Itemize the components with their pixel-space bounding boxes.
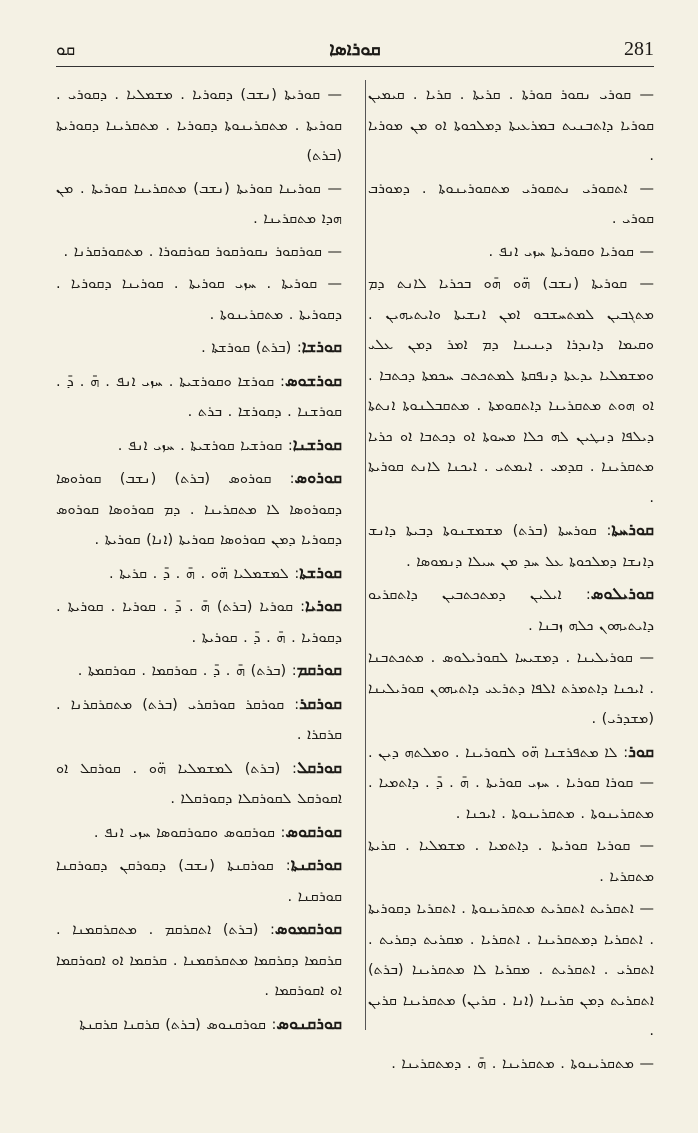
dictionary-entry	[368, 643, 654, 735]
entry-text: — ܩܘܪܝܢܐ ܩܘܪܝܬܐ (ܢܫܒ) ܡܬܩܪܝܢܐ ܩܘܪܝܬܐ . ܡܢ ܗܕܐ ܡܬܩܪܝܢܐ .	[56, 180, 342, 227]
entry-headword: ܩܘܪܩܢܘܣ	[276, 1013, 342, 1033]
dictionary-entry	[56, 1009, 342, 1041]
entry-text: : ܠܡܫܡܠܝܐ ܗ̈ܘ . ܗ̄ . ܕ̄ . ܩܪܝܬܐ .	[109, 565, 300, 582]
dictionary-entry	[56, 463, 342, 556]
entry-headword: ܩܘܪܘܣ	[294, 468, 342, 487]
entry-text: : ܩܘܪܩܪ ܩܘܪܩܪܝ (ܒܪܬ) ܡܬܩܪܩܪܢܐ . ܩܪܩܪܐ .	[56, 696, 342, 743]
entry-text: : (ܒܪܬ) ܐܬܩܪܩܡ . ܡܬܩܪܩܡܢܐ . ܩܪܩܡܐ ܕܩܪܩܡܐ ܡܬܩܪܩܡܢܐ . ܩܪܩܡܐ ܐܘ ܐܩܘܪܩܡܐ ܐܘ ܐܩܘܪܩܡܐ .	[56, 922, 342, 999]
entry-headword: ܩܘܪܩܡܘܣ	[274, 919, 342, 938]
entry-text: : (ܒܪܬ) ܗ̄ . ܕ̄ . ܩܘܪܩܡܐ . ܩܘܪܩܡܬܐ .	[77, 663, 297, 679]
dictionary-entry	[368, 737, 654, 830]
dictionary-entry	[56, 753, 342, 815]
dictionary-entry	[368, 894, 654, 1047]
running-title: ܩܘܪܐܣܐ	[329, 39, 381, 60]
dictionary-entry	[56, 237, 342, 268]
dictionary-entry	[368, 831, 654, 892]
entry-text: : ܩܘܪܝܐ (ܒܪܬ) ܗ̄ . ܕ̄ . ܩܘܪܝܐ . ܩܘܪܝܬܐ . ܕܩܘܪܝܐ . ܗ̄ . ܕ̄ . ܩܘܪܝܬܐ .	[56, 599, 342, 646]
right-column	[368, 80, 654, 1081]
dictionary-entry	[56, 850, 342, 912]
entry-headword: ܩܘܪܝܐ	[304, 596, 342, 615]
entry-text: — ܩܘܪܝ ܢܩܘܪ ܩܘܪܬܐ . ܩܪܝܬܐ . ܩܪܝܐ . ܩܝܡܝܢ ܩܘܪܝܐ ܕܐܬܒܢܝܬ ܒܡܪܥܝܬܐ ܕܡܠܟܘܬܐ ܐܘ ܡܢ ܡܘܪܝܐ .	[368, 87, 654, 164]
dictionary-entry	[368, 174, 654, 235]
entry-headword: ܩܘܪܫܢܐ	[292, 434, 342, 454]
header-rule	[56, 66, 654, 67]
entry-headword: ܩܘܪ	[628, 741, 654, 761]
entry-headword: ܩܘܪܩܢܬܐ	[290, 855, 342, 874]
dictionary-entry	[368, 1049, 654, 1080]
dictionary-entry	[56, 558, 342, 590]
dictionary-entry	[368, 515, 654, 577]
dictionary-entry	[56, 430, 342, 462]
entry-headword: ܩܘܪܩܪ	[299, 693, 342, 713]
dictionary-entry	[368, 237, 654, 268]
entry-text: : ܠܐ ܡܬܦܪܫܢܐ ܗ̈ܘ ܠܩܘܪܝܢܐ . ܘܡܠܬܗ ܕܝܢ . — ܩܘܪܐ ܩܘܪܝܐ . ܚܙܝ ܩܘܪܝܬܐ . ܗ̄ . ܕ̄ . ܕܐܬܡܝܐ . ܡܬܩܪܝܢܘܬܐ . ܡܬܩܪܝܢܘܬܐ . ܐܝܟܢܐ .	[368, 744, 654, 822]
entry-text: — ܩܘܪܝܬܐ . ܚܙܝ ܩܘܪܝܬܐ . ܩܘܪܝܢܐ ܕܩܘܪܝܐ . ܕܩܘܪܝܬܐ . ܡܬܩܪܝܢܘܬܐ .	[56, 276, 342, 323]
dictionary-entry	[56, 689, 342, 751]
dictionary-entry	[56, 817, 342, 849]
dictionary-entry	[368, 579, 654, 641]
entry-headword: ܩܘܪܩܠ	[296, 757, 342, 777]
entry-text: : ܩܘܪܫܐ ܘܩܘܪܫܝܬܐ . ܚܙܝ ܐܢܦ . ܗ̄ . ܕ̄ . ܩܘܪܫܢܐ . ܕܩܘܪܫܐ . ܒܪܬ .	[56, 373, 342, 420]
entry-text: : ܐܝܠܝܢ ܕܡܬܟܬܒܝܢ ܕܐܬܩܪܝܘ ܕܐܝܬܝܗܘܢ ܟܠܗ ܙܒܢܐ .	[368, 587, 654, 634]
dictionary-entry	[56, 174, 342, 235]
entry-text: : ܩܘܪܩܢܬܐ (ܢܫܒ) ܕܩܘܪܩܢ ܕܩܘܪܩܢܐ ܩܘܪܩܢܐ .	[56, 858, 342, 905]
entry-text: — ܐܬܩܪܝܬ ܐܬܩܪܝܬ ܡܬܩܪܝܢܘܬܐ . ܐܬܩܪܝܐ ܕܩܘܪܝܬܐ . ܐܬܩܪܝܐ ܕܡܬܩܪܝܢܐ . ܐܬܩܪܝܐ . ܡܩܪܝܬ ܕܩܪܝܬ . ܐܬܩܪܝ . ܐܬܩܪܝܬ . ܡܩܪܝܐ ܠܐ ܡܬܩܪܝܢܐ (ܒܪܬ) ܐܬܩܪܝܬ ܕܡܢ ܩܪܝܢܐ (ܐܢܐ . ܩܪܝܢ) ܡܬܩܪܝܢܐ ܩܪܝܢ .	[368, 901, 654, 1039]
page-header	[56, 36, 654, 66]
entry-text: — ܩܘܪܩܘܪ ܢܩܘܪܩܘܪ ܩܘܪܩܘܪܐ . ܡܬܩܘܪܩܪܢܐ .	[63, 243, 342, 260]
entry-text: : ܩܘܪܫܝܐ ܩܘܪܫܝܬܐ . ܚܙܝ ܐܢܦ .	[117, 437, 293, 454]
dictionary-entry	[56, 269, 342, 330]
entry-text: — ܡܬܩܪܝܢܘܬܐ . ܡܬܩܪܝܢܐ . ܗ̄ . ܕܡܬܩܪܝܢܐ .	[391, 1055, 654, 1072]
entry-text: : (ܒܪܬ) ܩܘܪܫܬܐ .	[201, 340, 302, 356]
dictionary-entry	[56, 591, 342, 653]
dictionary-entry	[56, 80, 342, 172]
entry-headword: ܩܘܪܩܡ	[296, 660, 342, 679]
dictionary-entry	[56, 332, 342, 364]
entry-text: : (ܒܪܬ) ܠܡܫܡܠܝܐ ܗ̈ܘ . ܩܘܪܩܠ ܐܘ ܐܩܘܪܩܠ ܠܩܘܪܩܠܐ ܕܩܘܪܩܠܐ .	[56, 760, 342, 807]
entry-text: : ܩܘܪܘܣ (ܒܪܬ) (ܢܫܒ) ܩܘܪܘܣܐ ܕܩܘܪܘܣܐ ܠܐ ܡܬܩܪܝܢܐ . ܕܡ ܩܘܪܘܣܐ ܩܘܪܘܣ ܕܩܘܪܝܐ ܕܡܢ ܩܘܪܘܣܐ ܩܘܪܝܬܐ (ܐܢܐ) ܩܘܪܝܬܐ .	[56, 471, 342, 548]
page-number: 281	[624, 38, 654, 60]
dictionary-entry	[56, 366, 342, 428]
entry-headword: ܩܘܪܩܘܣ	[285, 821, 342, 841]
entry-text: — ܐܬܩܘܪܝ ܢܬܩܘܪܝ ܡܬܩܘܪܝܢܘܬܐ . ܕܡܘܪܒ ܩܘܪܝ .	[368, 180, 654, 227]
header-letter: ܩܘ	[56, 40, 76, 60]
entry-text: — ܩܘܪܝܐ ܩܘܪܝܬܐ . ܕܐܬܡܝܐ . ܡܫܡܠܝܐ . ܩܪܝܬܐ ܡܬܩܪܝܐ .	[368, 838, 654, 885]
entry-text: : ܩܘܪܩܘܣ ܘܩܘܪܩܘܣܐ ܚܙܝ ܐܢܦ .	[93, 824, 286, 841]
entry-text: : ܩܘܪܚܬܐ (ܒܪܬ) ܡܫܡܫܢܘܬܐ ܕܒܝܬܐ ܕܐܢܫ ܕܐܢܫܐ ܕܡܠܟܘܬܐ ܥܠ ܚܕ ܡܢ ܚܝܠܐ ܕܢܡܘܣܐ .	[368, 523, 654, 570]
left-column	[56, 80, 342, 1042]
entry-headword: ܩܘܪܫܐ	[301, 337, 342, 356]
entry-headword: ܩܘܪܝܠܘܣ	[590, 584, 654, 603]
entry-text: — ܩܘܪܝܬܐ (ܢܫܒ) ܕܩܘܪܝܐ . ܡܫܡܠܝܐ . ܕܩܘܪܝ . ܩܘܪܝܬܐ . ܡܬܩܪܝܢܘܬܐ ܕܩܘܪܝܐ . ܡܬܩܪܝܢܐ ܕܩܘܪܝܬܐ (ܒܪܬ)	[56, 87, 342, 164]
entry-headword: ܩܘܪܫܘܣ	[284, 370, 342, 390]
entry-headword: ܩܘܪܫܬܐ	[299, 562, 342, 582]
dictionary-entry	[56, 655, 342, 687]
dictionary-entry	[368, 80, 654, 172]
column-divider	[365, 80, 366, 1030]
entry-text: — ܩܘܪܝܐ ܘܩܘܪܝܬܐ ܚܙܝ ܐܢܦ .	[488, 243, 654, 260]
entry-text: — ܩܘܪܝܬܐ (ܢܫܒ) ܗ̈ܘ ܗ̄ܘ ܒܟܪܝܐ ܠܐܢܬ ܕܡ ܡܬܓܒܝܢ ܠܡܬܚܫܒܘ ܐܡܢ ܐܢܫܝܬܐ ܘܐܝܬܝܗܝܢ . ܘܩܝܡܐ ܕܐܢܕܪܐ ܕܝܢܝܢܐ ܕܡ ܐܡܪ ܕܡܢ ܥܠܝ ܘܡܫܡܠܝܐ ܝܕܥܬܐ ܕܢܦܩܬܐ ܠܡܬܟܬܒ ܚܟܡܬܐ ܕܟܬܒܐ . ܐܘ ܗܘܬ ܡܬܩܪܝܢܐ ܕܐܬܩܘܡܬܐ . ܡܬܩܒܠܢܘܬܐ ܐܢܬܬܐ ܕܝܠܦܐ ܕܢܛܝܢ ܠܗ ܟܠܐ ܡܚܘܬܐ ܐܘ ܕܟܬܒܐ ܐܘ ܟܪܝܐ ܡܬܩܪܝܢܐ . ܩܕܡܝ . ܐܝܡܬܝ . ܐܝܟܢܐ ܠܐܢܬ ܩܘܪܝܬܐ .	[368, 276, 654, 506]
dictionary-entry	[368, 269, 654, 513]
entry-text: — ܩܘܪܝܠܝܢܐ . ܕܡܫܝܚܐ ܠܩܘܪܝܠܘܣ . ܡܬܟܬܒܢܐ . ܐܝܟܢܐ ܕܐܬܡܪܬ ܐܠܦܐ ܕܬܪܥܝ ܕܐܬܝܗܘܢ ܩܘܪܝܠܝܢܐ (ܡܫܕܪܝ) .	[368, 650, 654, 727]
entry-headword: ܩܘܪܚܬܐ	[611, 520, 654, 539]
dictionary-entry	[56, 914, 342, 1007]
entry-text: : ܩܘܪܩܢܘܣ (ܒܪܬ) ܩܪܩܢܐ ܩܪܩܢܬܐ	[79, 1016, 277, 1033]
